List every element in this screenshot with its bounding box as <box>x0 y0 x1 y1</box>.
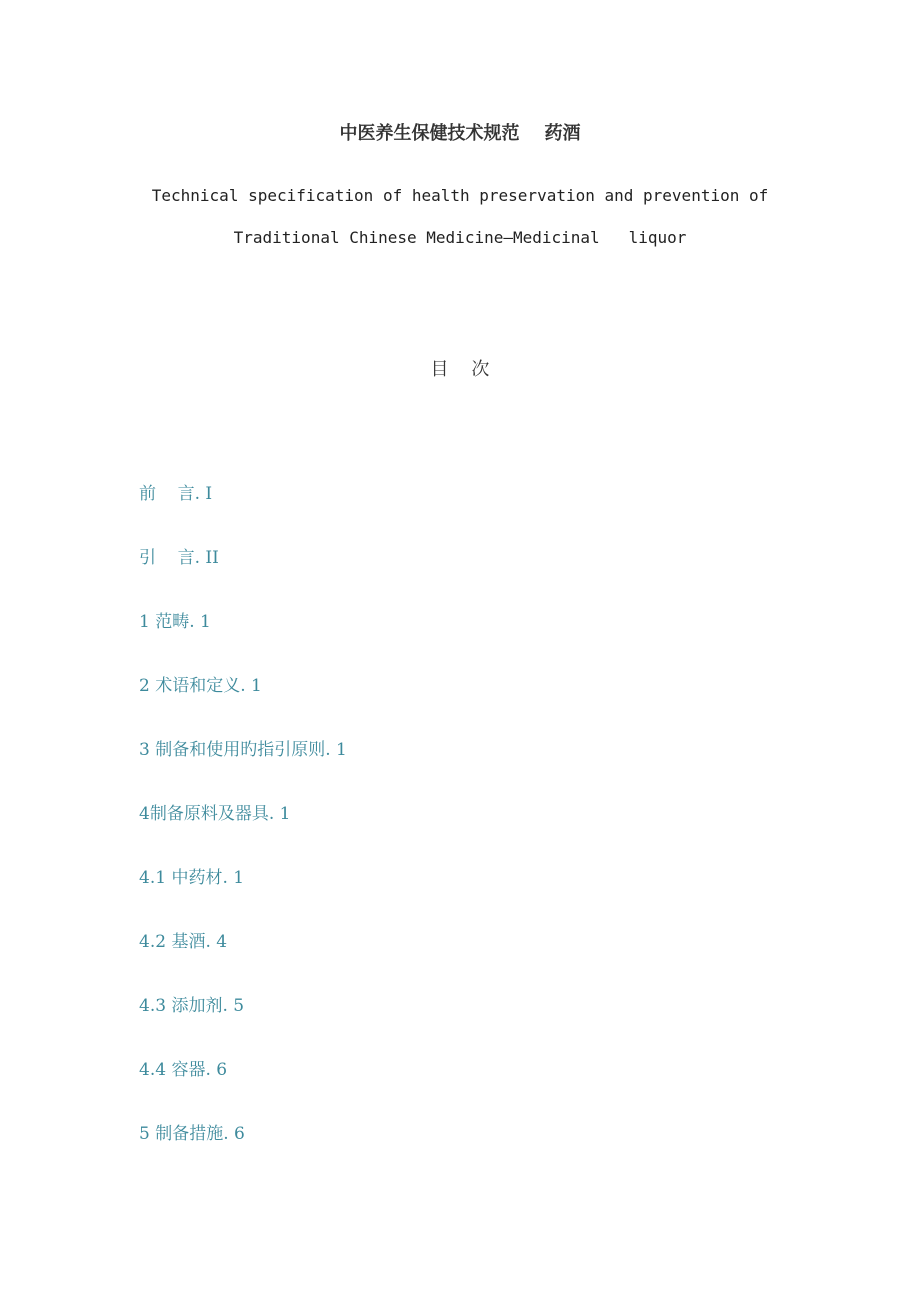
toc-link-introduction[interactable]: 引 言. II <box>139 548 219 568</box>
toc-link-foreword[interactable]: 前 言. I <box>139 484 213 504</box>
table-of-contents <box>139 482 347 1186</box>
document-title-english-line-1: Technical specification of health preservation and prevention of <box>151 186 769 205</box>
toc-link-scope[interactable]: 1 范畴. 1 <box>139 612 211 632</box>
document-title-english-line-2: Traditional Chinese Medicine—Medicinal liquor <box>233 228 687 247</box>
toc-link-base-liquor[interactable]: 4.2 基酒. 4 <box>139 932 228 952</box>
toc-heading: 目 次 <box>430 359 490 380</box>
toc-link-materials-equipment[interactable]: 4制备原料及器具. 1 <box>139 804 291 824</box>
toc-link-herbs[interactable]: 4.1 中药材. 1 <box>139 868 245 888</box>
toc-link-additives[interactable]: 4.3 添加剂. 5 <box>139 996 245 1016</box>
toc-link-terms-definitions[interactable]: 2 术语和定义. 1 <box>139 676 262 696</box>
document-title-chinese: 中医养生保健技术规范 药酒 <box>339 123 581 144</box>
toc-link-preparation-methods[interactable]: 5 制备措施. 6 <box>139 1124 245 1144</box>
toc-link-guiding-principles[interactable]: 3 制备和使用旳指引原则. 1 <box>139 740 347 760</box>
toc-link-containers[interactable]: 4.4 容器. 6 <box>139 1060 228 1080</box>
